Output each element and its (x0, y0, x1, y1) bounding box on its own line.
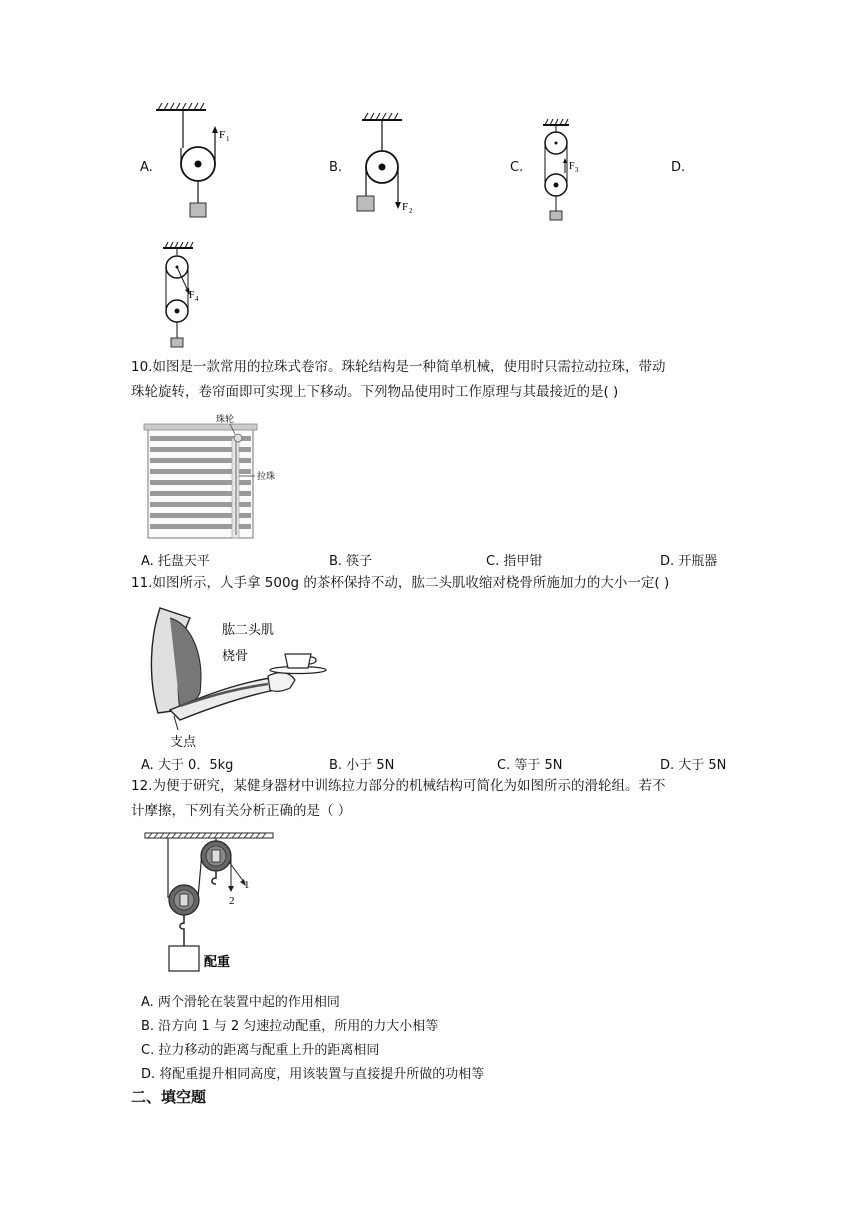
q12-direction-1-label: 1 (244, 879, 250, 891)
q9-option-a-label: A. (140, 160, 153, 175)
q9-figure-a (150, 100, 230, 225)
q11-option-d: D. 大于 5N (660, 758, 727, 773)
q11-text-line1: 11.如图所示，人手拿 500g 的茶杯保持不动，肱二头肌收缩对桡骨所施加力的大小一定( ) (131, 575, 670, 591)
q10-option-b: B. 筷子 (329, 554, 373, 569)
q9-force-label-d: F (189, 290, 195, 301)
q10-option-a: A. 托盘天平 (141, 554, 210, 569)
q10-chain-label: 拉珠 (257, 472, 276, 482)
q11-fulcrum-label: 支点 (170, 735, 197, 748)
q9-option-b-label: B. (329, 160, 343, 175)
q12-text-line1: 12.为便于研究，某健身器材中训练拉力部分的机械结构可简化为如图所示的滑轮组。若不 (131, 778, 666, 794)
svg-text:3: 3 (575, 166, 579, 174)
svg-text:1: 1 (226, 135, 230, 143)
q9-figure-c (535, 115, 595, 225)
q12-option-c: C. 拉力移动的距离与配重上升的距离相同 (141, 1043, 380, 1058)
q10-option-d: D. 开瓶器 (660, 554, 718, 569)
q11-option-c: C. 等于 5N (497, 758, 563, 773)
q9-force-label-a: F (219, 129, 226, 141)
q10-text-line1: 10.如图是一款常用的拉珠式卷帘。珠轮结构是一种简单机械，使用时只需拉动拉珠，带动 (131, 359, 666, 375)
q12-direction-2-label: 2 (229, 895, 235, 907)
q12-option-b: B. 沿方向 1 与 2 匀速拉动配重，所用的力大小相等 (141, 1019, 439, 1034)
q9-force-label-c: F (569, 161, 575, 172)
q12-option-a: A. 两个滑轮在装置中起的作用相同 (141, 995, 340, 1010)
q10-option-c: C. 指甲钳 (486, 554, 543, 569)
q10-roller-blind-figure (130, 410, 290, 545)
q12-weight-label: 配重 (204, 955, 231, 970)
q9-option-d-label: D. (671, 160, 686, 175)
q11-bone-label: 桡骨 (222, 649, 249, 664)
svg-text:4: 4 (195, 295, 199, 303)
q9-option-c-label: C. (510, 160, 524, 175)
q12-pulley-figure (140, 826, 280, 976)
section-title-fill-in: 二、填空题 (131, 1088, 207, 1106)
q11-option-b: B. 小于 5N (329, 758, 395, 773)
q11-muscle-label: 肱二头肌 (222, 623, 275, 638)
q11-option-a: A. 大于 0．5kg (141, 758, 234, 773)
q10-wheel-label: 珠轮 (216, 415, 235, 425)
q11-arm-figure (140, 598, 330, 748)
q9-force-label-b: F (402, 201, 409, 213)
q9-figure-d (155, 240, 225, 352)
q12-option-d: D. 将配重提升相同高度，用该装置与直接提升所做的功相等 (141, 1067, 485, 1082)
q12-text-line2: 计摩擦，下列有关分析正确的是（ ） (131, 803, 352, 819)
q9-figure-b (352, 110, 432, 220)
q10-text-line2: 珠轮旋转，卷帘面即可实现上下移动。下列物品使用时工作原理与其最接近的是( ) (131, 384, 619, 400)
svg-text:2: 2 (409, 207, 413, 215)
